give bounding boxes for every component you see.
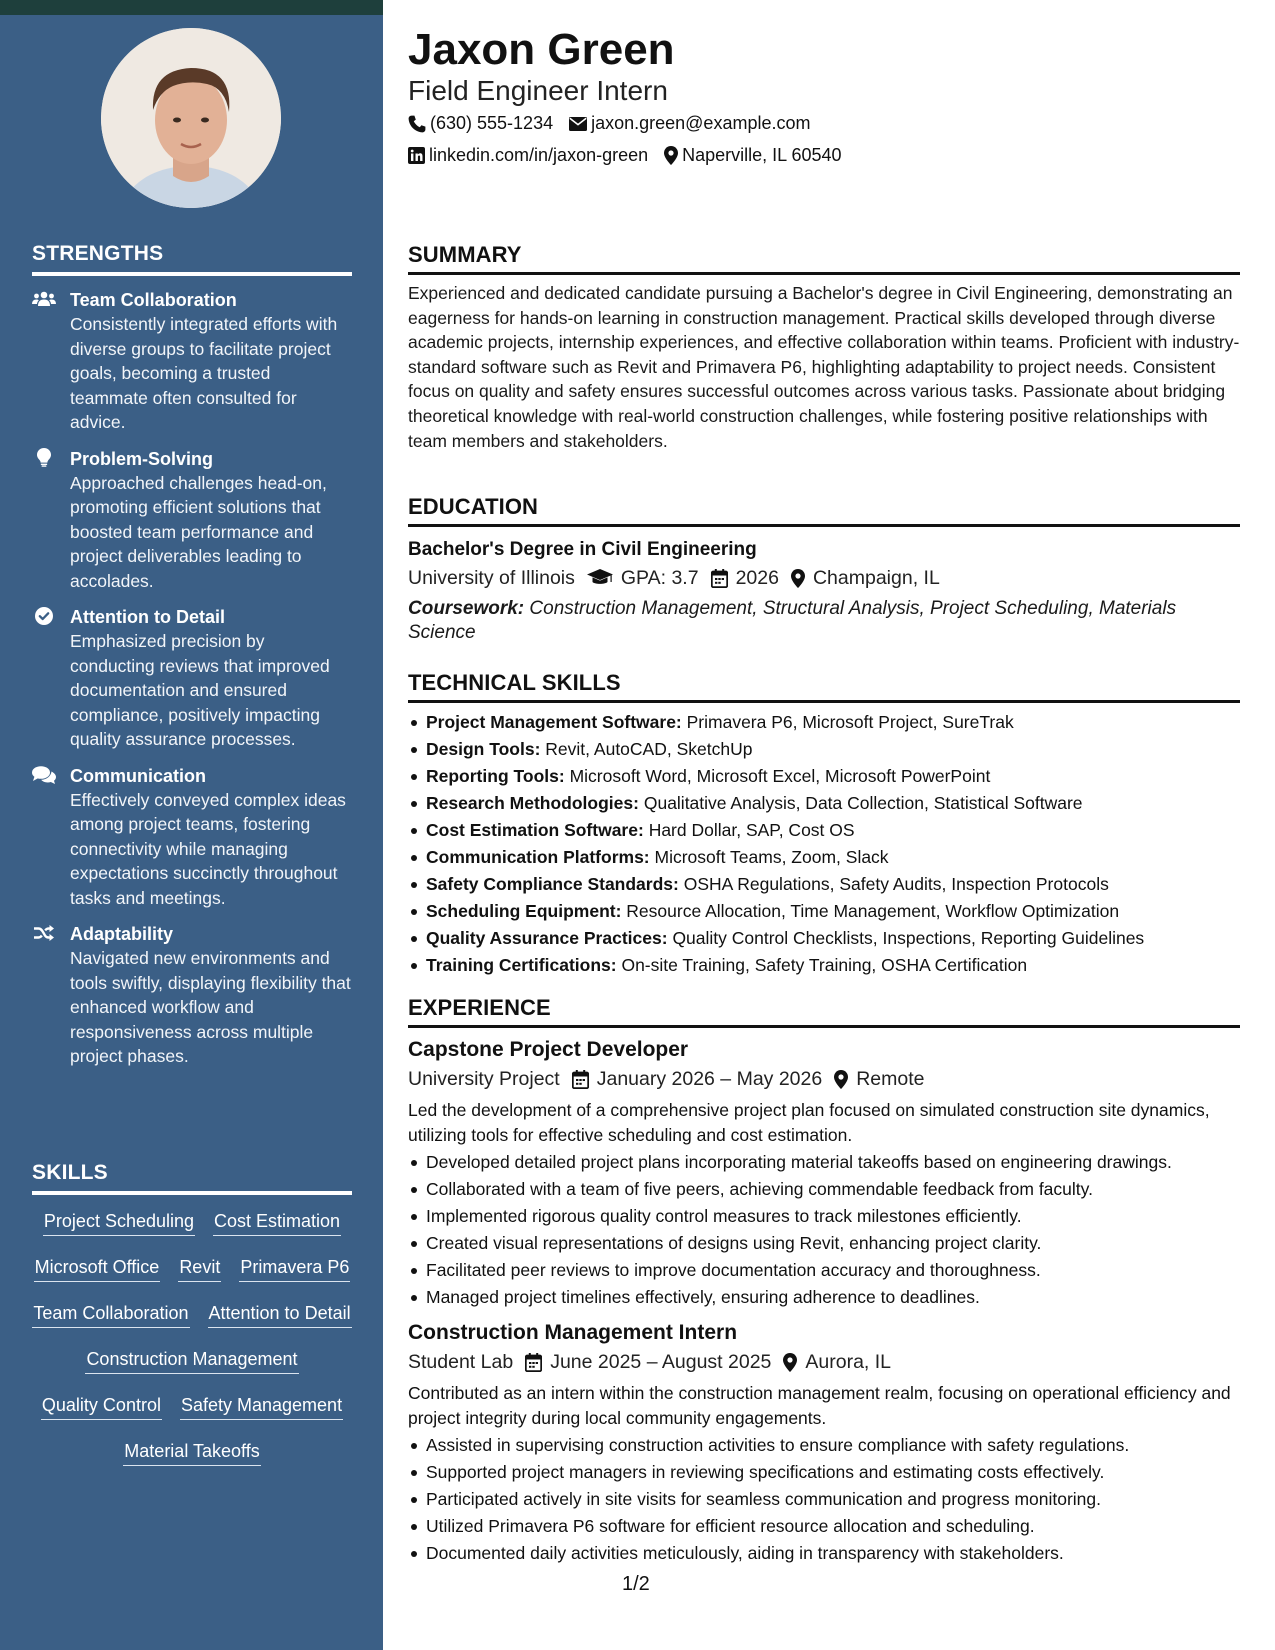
map-pin-icon bbox=[664, 146, 678, 165]
graduation-cap-icon bbox=[587, 569, 613, 587]
skill-values: Microsoft Word, Microsoft Excel, Microsoft PowerPoint bbox=[569, 766, 991, 786]
education-section bbox=[408, 494, 1240, 645]
skill-values: Primavera P6, Microsoft Project, SureTrak bbox=[686, 712, 1014, 732]
contact-email[interactable] bbox=[569, 113, 810, 134]
education-school bbox=[408, 563, 575, 593]
strengths-section bbox=[32, 242, 352, 1069]
skill-values: Hard Dollar, SAP, Cost OS bbox=[648, 820, 855, 840]
map-pin-icon bbox=[834, 1070, 848, 1089]
technical-skill-item bbox=[408, 925, 1240, 952]
education-meta bbox=[408, 563, 1240, 593]
strengths-heading: STRENGTHS bbox=[32, 242, 352, 276]
contact-phone bbox=[408, 113, 553, 134]
shuffle-icon bbox=[32, 924, 56, 942]
strength-title: Problem-Solving bbox=[70, 448, 214, 469]
calendar-icon bbox=[711, 569, 728, 588]
job-entry bbox=[408, 1036, 1240, 1311]
coursework-label: Coursework: bbox=[408, 598, 525, 619]
job-location-text: Remote bbox=[856, 1068, 925, 1090]
skill-category: Research Methodologies: bbox=[426, 793, 639, 813]
job-description: Led the development of a comprehensive project plan focused on simulated construction site dynamics, utilizing tools for effective scheduling and cost estimation. bbox=[408, 1100, 1210, 1145]
sidebar-top-bar bbox=[0, 0, 383, 15]
sidebar bbox=[0, 0, 383, 1650]
technical-skill-item bbox=[408, 844, 1240, 871]
job-meta bbox=[408, 1347, 1240, 1377]
skill-values: On-site Training, Safety Training, OSHA Certification bbox=[621, 955, 1028, 975]
skill-tag: Material Takeoffs bbox=[123, 1439, 260, 1466]
skill-tag: Cost Estimation bbox=[213, 1209, 341, 1236]
technical-skill-item bbox=[408, 817, 1240, 844]
education-location bbox=[791, 563, 940, 593]
job-bullet: Documented daily activities meticulously, aiding in transparency with stakeholders. bbox=[408, 1540, 1240, 1567]
job-bullet: Assisted in supervising construction activities to ensure compliance with safety regulations. bbox=[408, 1432, 1240, 1459]
job-bullet: Collaborated with a team of five peers, achieving commendable feedback from faculty. bbox=[408, 1176, 1240, 1203]
location-text: Naperville, IL 60540 bbox=[682, 145, 842, 165]
strength-description: Consistently integrated efforts with diverse groups to facilitate project goals, becoming a trusted teammate often consulted for advice. bbox=[70, 314, 338, 432]
strength-title: Adaptability bbox=[70, 924, 174, 944]
job-org bbox=[408, 1064, 560, 1094]
job-bullet: Facilitated peer reviews to improve documentation accuracy and thoroughness. bbox=[408, 1257, 1240, 1284]
lightbulb-icon bbox=[32, 449, 56, 467]
skill-category: Reporting Tools: bbox=[426, 766, 565, 786]
job-bullet: Managed project timelines effectively, ensuring adherence to deadlines. bbox=[408, 1284, 1240, 1311]
job-bullet: Implemented rigorous quality control measures to track milestones efficiently. bbox=[408, 1203, 1240, 1230]
technical-skills-section bbox=[408, 670, 1240, 979]
skill-tag: Safety Management bbox=[180, 1393, 343, 1420]
strength-item bbox=[32, 288, 352, 435]
dates-text: January 2026 – May 2026 bbox=[596, 1068, 823, 1090]
education-degree: Bachelor's Degree in Civil Engineering bbox=[408, 539, 757, 560]
year-text: 2026 bbox=[735, 567, 779, 589]
summary-heading: SUMMARY bbox=[408, 242, 1240, 275]
skill-category: Scheduling Equipment: bbox=[426, 901, 622, 921]
technical-skill-item bbox=[408, 709, 1240, 736]
experience-heading: EXPERIENCE bbox=[408, 995, 1240, 1028]
job-location bbox=[783, 1347, 891, 1377]
skill-tag: Project Scheduling bbox=[43, 1209, 195, 1236]
page-number: 1/2 bbox=[622, 1573, 650, 1595]
education-year bbox=[711, 563, 779, 593]
coursework-list: Construction Management, Structural Analysis, Project Scheduling, Materials Science bbox=[408, 598, 1177, 643]
skills-section bbox=[32, 1161, 352, 1485]
job-dates bbox=[525, 1347, 771, 1377]
job-location-text: Aurora, IL bbox=[805, 1351, 892, 1373]
skill-tag: Construction Management bbox=[85, 1347, 298, 1374]
technical-skills-heading: TECHNICAL SKILLS bbox=[408, 670, 1240, 703]
technical-skill-item bbox=[408, 871, 1240, 898]
summary-section bbox=[408, 242, 1240, 453]
job-bullets bbox=[408, 1432, 1240, 1567]
school-name: University of Illinois bbox=[408, 567, 575, 589]
skill-tag: Revit bbox=[178, 1255, 221, 1282]
job-title: Capstone Project Developer bbox=[408, 1038, 689, 1061]
person-name: Jaxon Green bbox=[408, 25, 675, 74]
email-text[interactable]: jaxon.green@example.com bbox=[591, 113, 811, 133]
job-bullet: Participated actively in site visits for seamless communication and progress monitoring. bbox=[408, 1486, 1240, 1513]
job-org bbox=[408, 1347, 513, 1377]
contact-location bbox=[664, 145, 841, 166]
strength-description: Emphasized precision by conducting reviews that improved documentation and ensured compliance, positively impacting quality assurance processes. bbox=[70, 631, 330, 749]
check-circle-icon bbox=[32, 607, 56, 625]
technical-skill-item bbox=[408, 736, 1240, 763]
org-name: University Project bbox=[408, 1068, 560, 1090]
coursework bbox=[408, 597, 1240, 645]
contact-row-2 bbox=[408, 145, 858, 166]
skill-tag: Attention to Detail bbox=[208, 1301, 352, 1328]
skill-tag: Team Collaboration bbox=[32, 1301, 189, 1328]
gpa-text: GPA: 3.7 bbox=[620, 567, 699, 589]
map-pin-icon bbox=[783, 1353, 797, 1372]
technical-skill-item bbox=[408, 898, 1240, 925]
skills-heading: SKILLS bbox=[32, 1161, 352, 1195]
strength-description: Effectively conveyed complex ideas among project teams, fostering connectivity while managing expectations succinctly throughout tasks and meetings. bbox=[70, 789, 346, 908]
calendar-icon bbox=[572, 1070, 589, 1089]
job-bullet: Supported project managers in reviewing specifications and estimating costs effectively. bbox=[408, 1459, 1240, 1486]
job-dates bbox=[572, 1064, 823, 1094]
summary-text: Experienced and dedicated candidate pursuing a Bachelor's degree in Civil Engineering, demonstrating an eagerness for hands-on learning in construction management. Practical skills developed through diverse academic projects, internship experiences, and effective collaboration within teams. Proficient with industry-standard software such as Revit and Primavera P6, highlighting adaptability to project needs. Consistent focus on quality and safety ensures successful outcomes across various tasks. Passionate about bridging theoretical knowledge with real-world construction challenges, while fostering positive relationships with team members and stakeholders. bbox=[408, 283, 1240, 451]
skill-values: Microsoft Teams, Zoom, Slack bbox=[654, 847, 889, 867]
skills-list bbox=[32, 1209, 352, 1485]
strength-item bbox=[32, 447, 352, 594]
profile-photo bbox=[101, 28, 281, 208]
skill-values: Qualitative Analysis, Data Collection, Statistical Software bbox=[643, 793, 1083, 813]
job-bullet: Created visual representations of designs using Revit, enhancing project clarity. bbox=[408, 1230, 1240, 1257]
skill-category: Training Certifications: bbox=[426, 955, 617, 975]
linkedin-icon bbox=[408, 147, 425, 164]
skill-category: Cost Estimation Software: bbox=[426, 820, 644, 840]
strength-title: Team Collaboration bbox=[70, 290, 237, 310]
skill-category: Communication Platforms: bbox=[426, 847, 650, 867]
skill-category: Quality Assurance Practices: bbox=[426, 928, 668, 948]
envelope-icon bbox=[569, 117, 587, 131]
education-gpa bbox=[587, 563, 699, 593]
linkedin-text[interactable]: linkedin.com/in/jaxon-green bbox=[429, 145, 649, 165]
job-title: Construction Management Intern bbox=[408, 1321, 738, 1344]
skill-values: Revit, AutoCAD, SketchUp bbox=[545, 739, 753, 759]
strength-item bbox=[32, 922, 352, 1069]
experience-section bbox=[408, 995, 1240, 1567]
phone-icon bbox=[408, 115, 426, 133]
skill-values: Quality Control Checklists, Inspections, Reporting Guidelines bbox=[672, 928, 1145, 948]
strength-description: Approached challenges head-on, promoting efficient solutions that boosted team performance and project deliverables leading to accolades. bbox=[70, 472, 327, 591]
contact-row bbox=[408, 113, 826, 134]
technical-skills-list bbox=[408, 709, 1240, 979]
person-title: Field Engineer Intern bbox=[408, 75, 668, 106]
strength-item bbox=[32, 764, 352, 911]
skill-category: Project Management Software: bbox=[426, 712, 682, 732]
skill-category: Safety Compliance Standards: bbox=[426, 874, 679, 894]
technical-skill-item bbox=[408, 763, 1240, 790]
job-description: Contributed as an intern within the construction management realm, focusing on operational efficiency and project integrity during local community engagements. bbox=[408, 1383, 1231, 1428]
phone-text: (630) 555-1234 bbox=[430, 113, 554, 133]
skill-tag: Quality Control bbox=[41, 1393, 162, 1420]
job-bullets bbox=[408, 1149, 1240, 1311]
contact-linkedin[interactable] bbox=[408, 145, 648, 166]
job-location bbox=[834, 1064, 924, 1094]
edu-location-text: Champaign, IL bbox=[812, 567, 940, 589]
strength-title: Attention to Detail bbox=[70, 607, 225, 627]
dates-text: June 2025 – August 2025 bbox=[550, 1351, 772, 1373]
skill-values: Resource Allocation, Time Management, Workflow Optimization bbox=[626, 901, 1120, 921]
job-entry bbox=[408, 1319, 1240, 1567]
job-bullet: Developed detailed project plans incorporating material takeoffs based on engineering drawings. bbox=[408, 1149, 1240, 1176]
strength-title: Communication bbox=[70, 765, 207, 786]
skill-tag: Primavera P6 bbox=[239, 1255, 350, 1282]
technical-skill-item bbox=[408, 952, 1240, 979]
job-bullet: Utilized Primavera P6 software for efficient resource allocation and scheduling. bbox=[408, 1513, 1240, 1540]
users-icon bbox=[32, 290, 56, 308]
technical-skill-item bbox=[408, 790, 1240, 817]
job-meta bbox=[408, 1064, 1240, 1094]
strength-description: Navigated new environments and tools swiftly, displaying flexibility that enhanced workflow and responsiveness across multiple project phases. bbox=[70, 948, 351, 1066]
education-heading: EDUCATION bbox=[408, 494, 1240, 527]
skill-category: Design Tools: bbox=[426, 739, 541, 759]
calendar-icon bbox=[525, 1353, 542, 1372]
org-name: Student Lab bbox=[408, 1351, 514, 1373]
comments-icon bbox=[32, 766, 56, 784]
skill-values: OSHA Regulations, Safety Audits, Inspection Protocols bbox=[683, 874, 1109, 894]
map-pin-icon bbox=[791, 569, 805, 588]
strength-item bbox=[32, 605, 352, 752]
skill-tag: Microsoft Office bbox=[34, 1255, 161, 1282]
